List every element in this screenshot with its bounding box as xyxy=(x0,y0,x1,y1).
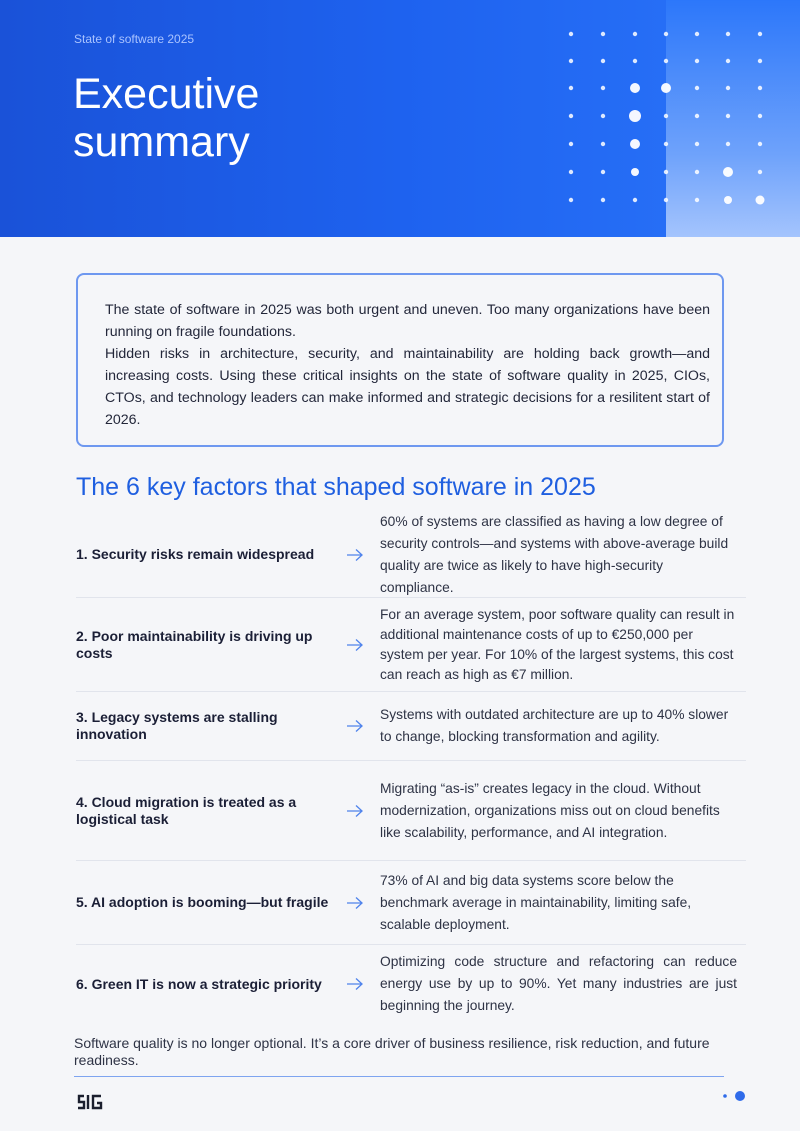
factor-row xyxy=(76,512,746,598)
arrow-right-icon xyxy=(346,719,380,733)
pattern-dot xyxy=(569,142,573,146)
factor-title: 5. AI adoption is booming—but fragile xyxy=(76,894,329,910)
pattern-dot xyxy=(695,114,699,118)
factor-description: Migrating “as-is” creates legacy in the cloud. Without modernization, organizations miss out on cloud benefits like scalability, performance, and AI integration. xyxy=(380,780,720,840)
arrow-right-icon xyxy=(346,977,380,991)
arrow-right-icon xyxy=(346,896,380,910)
factor-description: 73% of AI and big data systems score below the benchmark average in maintainability, limiting safe, scalable deployment. xyxy=(380,872,692,932)
pattern-dot xyxy=(723,167,733,177)
factor-title: 1. Security risks remain widespread xyxy=(76,546,315,562)
pattern-dot xyxy=(633,32,637,36)
pattern-dot xyxy=(664,142,668,146)
pattern-dot xyxy=(664,32,668,36)
pattern-dot xyxy=(601,142,605,146)
pattern-dot xyxy=(726,59,730,63)
factor-row xyxy=(76,761,746,861)
pattern-dot xyxy=(601,59,605,63)
pattern-dot xyxy=(758,114,762,118)
intro-box xyxy=(76,273,724,447)
factor-title: 4. Cloud migration is treated as a logistical task xyxy=(76,793,297,827)
pattern-dot xyxy=(633,198,637,202)
arrow-right-icon xyxy=(346,548,380,562)
page-dots-icon xyxy=(722,1089,748,1108)
pattern-dot xyxy=(695,170,699,174)
sig-logo xyxy=(76,1093,104,1116)
page-title: Executive summary xyxy=(73,70,260,166)
pattern-dot xyxy=(633,59,637,63)
pattern-dot xyxy=(629,110,641,122)
pattern-dot xyxy=(630,83,640,93)
footer-divider xyxy=(74,1076,724,1077)
pattern-dot xyxy=(758,142,762,146)
factor-title: 3. Legacy systems are stalling innovation xyxy=(76,709,278,742)
pattern-dot xyxy=(630,139,640,149)
pattern-dot xyxy=(631,168,639,176)
pattern-dot xyxy=(569,86,573,90)
factors-list xyxy=(76,512,746,1023)
pattern-dot xyxy=(758,170,762,174)
pattern-dot xyxy=(695,198,699,202)
factor-description: Systems with outdated architecture are up to 40% slower to change, blocking transformation and agility. xyxy=(380,707,729,744)
pattern-dot xyxy=(569,114,573,118)
pattern-dot xyxy=(569,170,573,174)
factor-description: Optimizing code structure and refactoring can reduce energy use by up to 90%. Yet many industries are just beginning the journey. xyxy=(380,954,737,1013)
pattern-dot xyxy=(758,86,762,90)
arrow-right-icon xyxy=(346,638,380,652)
factor-title: 2. Poor maintainability is driving up costs xyxy=(76,627,313,661)
closing-statement: Software quality is no longer optional. It’s a core driver of business resilience, risk reduction, and future readiness. xyxy=(74,1035,710,1068)
pattern-dot xyxy=(695,59,699,63)
intro-paragraph-1: The state of software in 2025 was both urgent and uneven. Too many organizations have been running on fragile foundations. xyxy=(105,302,710,340)
pattern-dot xyxy=(756,196,765,205)
pattern-dot xyxy=(726,86,730,90)
factor-row xyxy=(76,692,746,761)
pattern-dot xyxy=(664,59,668,63)
pattern-dot xyxy=(569,32,573,36)
pattern-dot xyxy=(695,32,699,36)
pattern-dot xyxy=(726,114,730,118)
pattern-dot xyxy=(724,196,732,204)
factor-row xyxy=(76,861,746,945)
pattern-dot xyxy=(601,32,605,36)
intro-paragraph-2: Hidden risks in architecture, security, and maintainability are holding back growth—and increasing costs. Using these critical insights on the state of software quality in 2025, CIOs, CTOs, and technology leaders can make informed and strategic decisions for a resilitent start of 2026. xyxy=(105,346,710,428)
pattern-dot xyxy=(664,114,668,118)
pattern-dot xyxy=(601,198,605,202)
pattern-dot xyxy=(569,198,573,202)
pattern-dot xyxy=(569,59,573,63)
section-title: The 6 key factors that shaped software in 2025 xyxy=(76,473,596,501)
factor-description: For an average system, poor software quality can result in additional maintenance costs of up to €250,000 per system per year. For 10% of the largest systems, this cost can reach as high as €7 million. xyxy=(380,606,735,682)
pattern-dot xyxy=(601,170,605,174)
pattern-dot xyxy=(601,114,605,118)
pattern-dot xyxy=(726,32,730,36)
pattern-dot xyxy=(695,86,699,90)
factor-row xyxy=(76,945,746,1023)
pattern-dot xyxy=(726,142,730,146)
pattern-dot xyxy=(661,83,671,93)
pattern-dot xyxy=(601,86,605,90)
pattern-dot xyxy=(664,198,668,202)
factor-row xyxy=(76,598,746,692)
arrow-right-icon xyxy=(346,804,380,818)
report-kicker: State of software 2025 xyxy=(74,32,195,46)
factor-title: 6. Green IT is now a strategic priority xyxy=(76,975,322,992)
pattern-dot xyxy=(664,170,668,174)
factor-description: 60% of systems are classified as having a low degree of security controls—and systems with above-average build quality are twice as likely to have high-security compliance. xyxy=(380,513,729,595)
pattern-dot xyxy=(758,32,762,36)
page-header xyxy=(0,0,800,237)
pattern-dot xyxy=(758,59,762,63)
pattern-dot xyxy=(695,142,699,146)
